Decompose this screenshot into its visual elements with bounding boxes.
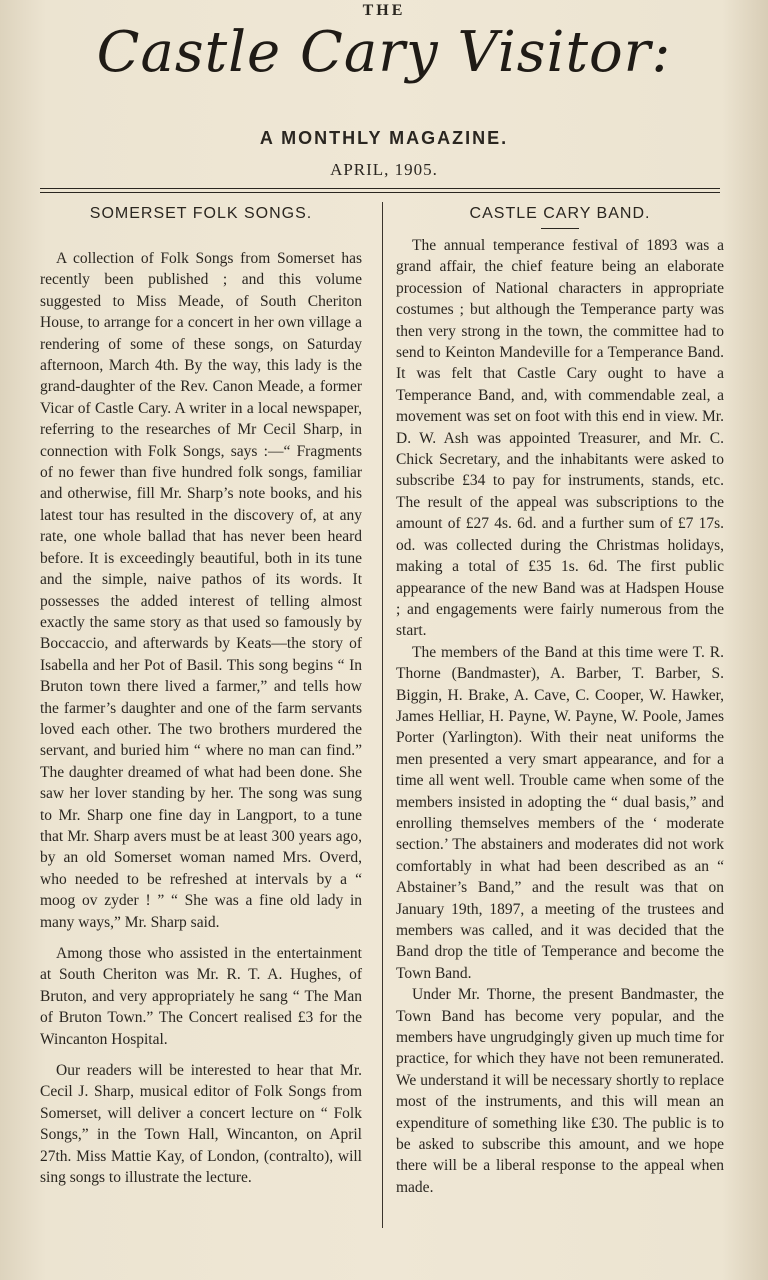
article-heading-band: CASTLE CARY BAND.: [469, 205, 651, 222]
column-divider: [382, 202, 383, 1228]
article-paragraph: Under Mr. Thorne, the present Bandmaster, the Town Band has become very popular, and the members have ungrudgingly given up much time for practice, for which they have not been remunerated. We understand it will be necessary shortly to replace most of the instruments, and this will mean an expenditure of something like £30. The public is to be asked to subscribe this amount, and we hope there will be a liberal response to the appeal when made.: [396, 986, 724, 1196]
article-heading-folk-songs: SOMERSET FOLK SONGS.: [89, 205, 313, 222]
left-column: [40, 204, 362, 1188]
article-paragraph: The annual temperance festival of 1893 was a grand affair, the chief feature being an elaborate procession of National characters in appropriate costumes ; but although the Temperance party was then very strong in the town, the committee had to send to Keinton Mandeville for a Temperance Band. It was felt that Castle Cary ought to have a Temperance Band, and, with commendable zeal, a movement was set on foot with this end in view. Mr. D. W. Ash was appointed Treasurer, and Mr. C. Chick Secretary, and the inhabitants were asked to subscribe £34 to pay for instruments, stands, etc. The result of the appeal was subscriptions to the amount of £27 4s. 6d. and a further sum of £7 17s. od. was collected during the Christmas holidays, making a total of £35 1s. 6d. The first public appearance of the new Band was at Hadspen House ; and engagements were fairly numerous from the start.: [396, 237, 724, 640]
right-column: [396, 204, 724, 1198]
article-paragraph: Our readers will be interested to hear that Mr. Cecil J. Sharp, musical editor of Folk Songs from Somerset, will deliver a concert lecture on “ Folk Songs,” in the Town Hall, Wincanton, on April 27th. Miss Mattie Kay, of London, (contralto), will sing songs to illustrate the lecture.: [40, 1062, 362, 1187]
masthead-the: THE: [362, 2, 406, 19]
header-rule-thin: [40, 192, 720, 193]
masthead-title: Castle Cary Visitor:: [96, 20, 672, 85]
article-paragraph: The members of the Band at this time were T. R. Thorne (Bandmaster), A. Barber, T. Barber, S. Biggin, H. Brake, A. Cave, C. Cooper, W. Hawker, James Helliar, H. Payne, W. Payne, W. Poole, James Porter (Yarlington). With their neat uniforms the men presented a very smart appearance, and for a time all went well. Trouble came when some of the members insisted in adopting the “ dual basis,” and enrolling themselves members of the ‘ moderate section.’ The abstainers and moderates did not work comfortably in what had been described as an “ Abstainer’s Band,” and the result was that on January 19th, 1897, a meeting of the trustees and members was called, and it was decided that the Band drop the title of Temperance and become the Town Band.: [396, 643, 724, 982]
masthead-subtitle: A MONTHLY MAGAZINE.: [259, 128, 509, 148]
heading-rule: [541, 228, 579, 229]
header-rule: [40, 188, 720, 189]
issue-date: APRIL, 1905.: [330, 160, 438, 179]
article-paragraph: A collection of Folk Songs from Somerset has recently been published ; and this volume suggested to Miss Meade, of South Cheriton House, to arrange for a concert in her own village a rendering of some of these songs, on Saturday afternoon, March 4th. By the way, this lady is the grand-daughter of the Rev. Canon Meade, a former Vicar of Castle Cary. A writer in a local newspaper, referring to the researches of Mr Cecil Sharp, in connection with Folk Songs, says :—“ Fragments of no fewer than five hundred folk songs, familiar and otherwise, fill Mr. Sharp’s note books, and his latest tour has resulted in the discovery of, at any rate, one whole ballad that has never been heard before. It is exceedingly beautiful, both in its tune and the simple, naive pathos of its words. It possesses the added interest of telling almost exactly the same story as that used so famously by Boccaccio, and afterwards by Keats—the story of Isabella and her Pot of Basil. This song begins “ In Bruton town there lived a farmer,” and tells how the farmer’s daughter and one of the farm servants loved each other. The two brothers murdered the servant, and buried him “ where no man can find.” The daughter dreamed of what had been done. She saw her lover standing by her. The song was sung to Mr. Sharp one fine day in Langport, to a tune that Mr. Sharp avers must be at least 300 years ago, by an old Somerset woman named Mrs. Overd, who needed to be refreshed at intervals by a “ moog ov zyder ! ” “ She was a fine old lady in many ways,” Mr. Sharp said.: [40, 250, 362, 931]
article-paragraph: Among those who assisted in the entertainment at South Cheriton was Mr. R. T. A. Hughes, of Bruton, and very appropriately he sang “ The Man of Bruton Town.” The Concert realised £3 for the Wincanton Hospital.: [40, 945, 362, 1048]
